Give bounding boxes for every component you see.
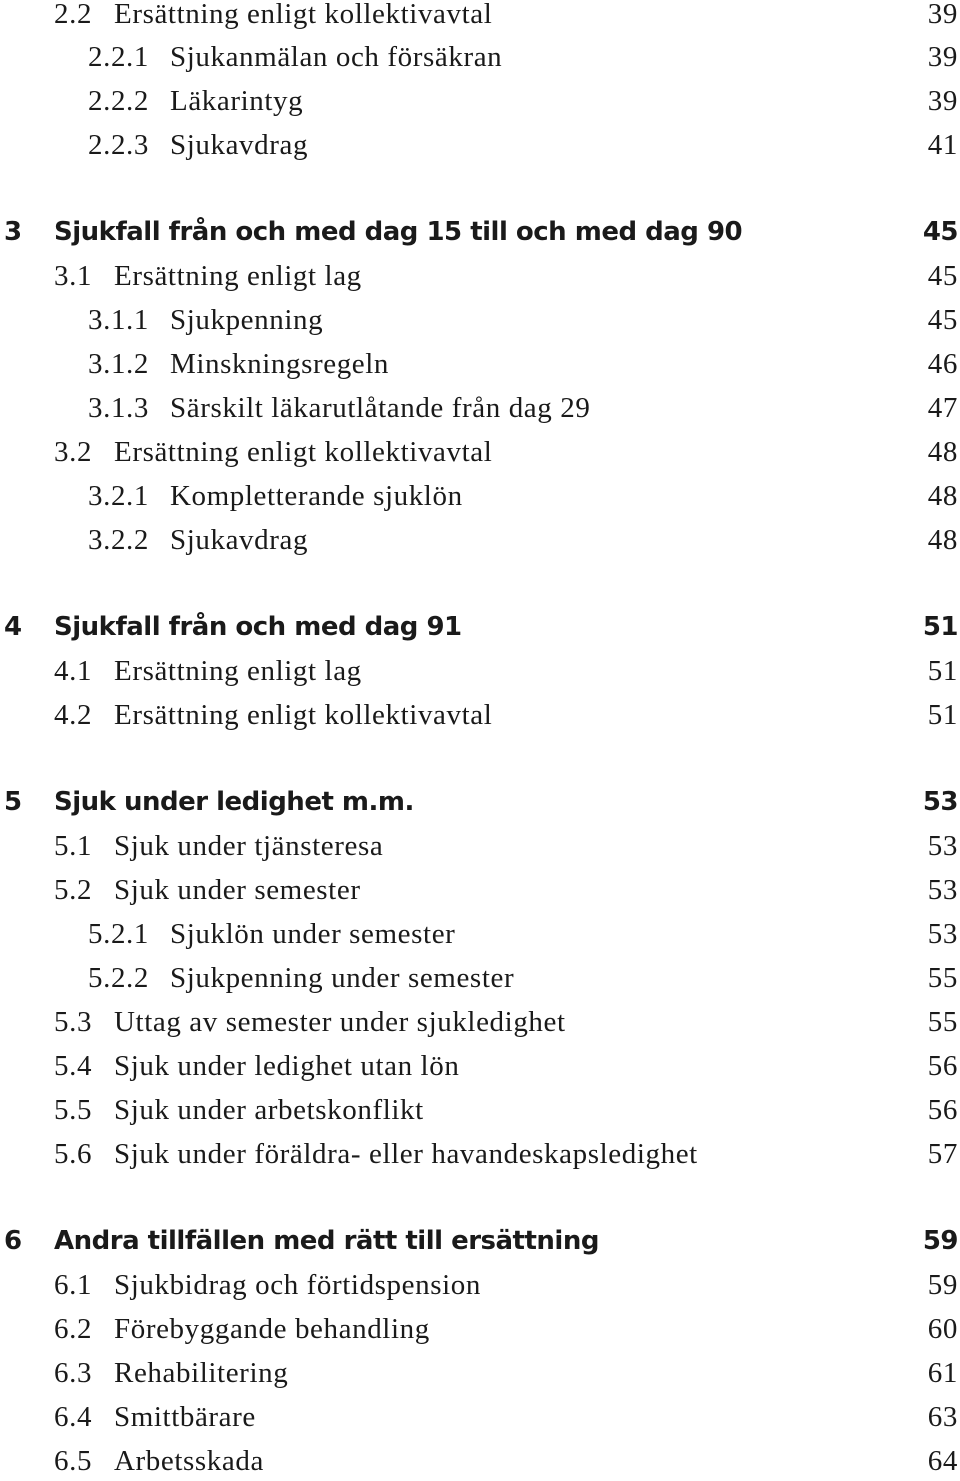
entry-number: 3.1.3 xyxy=(88,392,149,424)
toc-section-entry xyxy=(0,651,960,691)
entry-number: 6.1 xyxy=(54,1269,93,1301)
entry-page-number: 39 xyxy=(927,0,958,30)
toc-chapter-entry xyxy=(0,607,960,647)
entry-title: Läkarintyg xyxy=(170,85,304,117)
entry-number: 4.2 xyxy=(54,699,93,731)
entry-page-number: 48 xyxy=(927,436,958,468)
entry-title: Sjukbidrag och förtidspension xyxy=(114,1269,481,1301)
entry-title: Sjukpenning under semester xyxy=(170,962,515,994)
entry-number: 5.1 xyxy=(54,830,93,862)
toc-subsection-entry xyxy=(0,914,960,954)
entry-number: 5 xyxy=(4,787,22,817)
entry-number: 5.2 xyxy=(54,874,93,906)
entry-number: 6.4 xyxy=(54,1401,93,1433)
toc-section-entry xyxy=(0,870,960,910)
entry-number: 6 xyxy=(4,1226,22,1256)
entry-number: 2.2.2 xyxy=(88,85,149,117)
entry-page-number: 59 xyxy=(922,1226,958,1256)
entry-title: Ersättning enligt kollektivavtal xyxy=(114,436,493,468)
entry-page-number: 45 xyxy=(927,260,958,292)
entry-number: 6.2 xyxy=(54,1313,93,1345)
entry-number: 6.3 xyxy=(54,1357,93,1389)
toc-section-entry xyxy=(0,695,960,735)
entry-number: 5.3 xyxy=(54,1006,93,1038)
entry-number: 2.2.1 xyxy=(88,41,149,73)
entry-title: Sjuk under föräldra- eller havandeskapsledighet xyxy=(114,1138,698,1170)
entry-page-number: 53 xyxy=(927,830,958,862)
entry-number: 6.5 xyxy=(54,1445,93,1477)
entry-page-number: 53 xyxy=(927,874,958,906)
entry-title: Rehabilitering xyxy=(114,1357,289,1389)
entry-title: Sjuk under tjänsteresa xyxy=(114,830,384,862)
entry-title: Sjukanmälan och försäkran xyxy=(170,41,503,73)
toc-section-entry xyxy=(0,826,960,866)
entry-number: 5.2.1 xyxy=(88,918,149,950)
entry-title: Sjukfall från och med dag 15 till och med dag 90 xyxy=(54,217,743,247)
entry-page-number: 39 xyxy=(927,41,958,73)
entry-title: Sjuk under ledighet m.m. xyxy=(54,787,414,817)
entry-number: 3.1.2 xyxy=(88,348,149,380)
entry-number: 4.1 xyxy=(54,655,93,687)
entry-title: Sjukavdrag xyxy=(170,524,309,556)
toc-subsection-entry xyxy=(0,958,960,998)
toc-subsection-entry xyxy=(0,37,960,77)
entry-title: Minskningsregeln xyxy=(170,348,390,380)
entry-page-number: 63 xyxy=(927,1401,958,1433)
entry-title: Förebyggande behandling xyxy=(114,1313,430,1345)
entry-title: Sjukpenning xyxy=(170,304,324,336)
entry-page-number: 47 xyxy=(927,392,958,424)
toc-subsection-entry xyxy=(0,81,960,121)
entry-number: 5.5 xyxy=(54,1094,93,1126)
entry-title: Sjuk under arbetskonflikt xyxy=(114,1094,424,1126)
entry-number: 3.1.1 xyxy=(88,304,149,336)
entry-page-number: 45 xyxy=(927,304,958,336)
toc-subsection-entry xyxy=(0,300,960,340)
entry-page-number: 56 xyxy=(927,1094,958,1126)
entry-title: Sjuk under ledighet utan lön xyxy=(114,1050,460,1082)
toc-subsection-entry xyxy=(0,344,960,384)
entry-number: 3 xyxy=(4,217,22,247)
entry-number: 5.2.2 xyxy=(88,962,149,994)
toc-chapter-entry xyxy=(0,782,960,822)
entry-title: Andra tillfällen med rätt till ersättning xyxy=(54,1226,599,1256)
entry-page-number: 53 xyxy=(922,787,958,817)
entry-title: Sjuklön under semester xyxy=(170,918,456,950)
entry-number: 3.2.2 xyxy=(88,524,149,556)
toc-subsection-entry xyxy=(0,388,960,428)
entry-page-number: 64 xyxy=(927,1445,958,1477)
toc-section-entry xyxy=(0,1265,960,1305)
entry-number: 2.2 xyxy=(54,0,93,30)
entry-title: Arbetsskada xyxy=(114,1445,264,1477)
toc-section-entry xyxy=(0,1046,960,1086)
entry-page-number: 61 xyxy=(927,1357,958,1389)
toc-chapter-entry xyxy=(0,212,960,252)
entry-page-number: 53 xyxy=(927,918,958,950)
entry-page-number: 56 xyxy=(927,1050,958,1082)
entry-number: 3.2 xyxy=(54,436,93,468)
entry-title: Kompletterande sjuklön xyxy=(170,480,463,512)
entry-number: 4 xyxy=(4,612,22,642)
entry-page-number: 57 xyxy=(927,1138,958,1170)
toc-section-entry xyxy=(0,1353,960,1393)
entry-page-number: 41 xyxy=(927,129,958,161)
entry-page-number: 51 xyxy=(927,699,958,731)
entry-page-number: 55 xyxy=(927,962,958,994)
entry-page-number: 45 xyxy=(922,217,958,247)
entry-number: 5.6 xyxy=(54,1138,93,1170)
entry-title: Ersättning enligt kollektivavtal xyxy=(114,699,493,731)
entry-page-number: 51 xyxy=(927,655,958,687)
entry-title: Sjukfall från och med dag 91 xyxy=(54,612,462,642)
entry-number: 3.1 xyxy=(54,260,93,292)
toc-section-entry xyxy=(0,1309,960,1349)
toc-subsection-entry xyxy=(0,520,960,560)
entry-number: 5.4 xyxy=(54,1050,93,1082)
entry-page-number: 60 xyxy=(927,1313,958,1345)
entry-title: Ersättning enligt kollektivavtal xyxy=(114,0,493,30)
entry-title: Ersättning enligt lag xyxy=(114,655,362,687)
entry-page-number: 48 xyxy=(927,524,958,556)
entry-page-number: 59 xyxy=(927,1269,958,1301)
toc-section-entry xyxy=(0,1397,960,1437)
entry-title: Smittbärare xyxy=(114,1401,256,1433)
toc-section-entry xyxy=(0,1002,960,1042)
toc-subsection-entry xyxy=(0,125,960,165)
entry-page-number: 55 xyxy=(927,1006,958,1038)
toc-section-entry xyxy=(0,432,960,472)
toc-section-entry xyxy=(0,0,960,34)
entry-page-number: 51 xyxy=(922,612,958,642)
toc-section-entry xyxy=(0,1090,960,1130)
entry-title: Ersättning enligt lag xyxy=(114,260,362,292)
entry-number: 3.2.1 xyxy=(88,480,149,512)
toc-section-entry xyxy=(0,1134,960,1174)
toc-subsection-entry xyxy=(0,476,960,516)
toc-section-entry xyxy=(0,256,960,296)
toc-chapter-entry xyxy=(0,1221,960,1261)
entry-title: Sjuk under semester xyxy=(114,874,361,906)
entry-title: Sjukavdrag xyxy=(170,129,309,161)
entry-page-number: 48 xyxy=(927,480,958,512)
toc-section-entry xyxy=(0,1441,960,1481)
entry-number: 2.2.3 xyxy=(88,129,149,161)
entry-title: Uttag av semester under sjukledighet xyxy=(114,1006,566,1038)
entry-page-number: 39 xyxy=(927,85,958,117)
entry-title: Särskilt läkarutlåtande från dag 29 xyxy=(170,392,591,424)
entry-page-number: 46 xyxy=(927,348,958,380)
